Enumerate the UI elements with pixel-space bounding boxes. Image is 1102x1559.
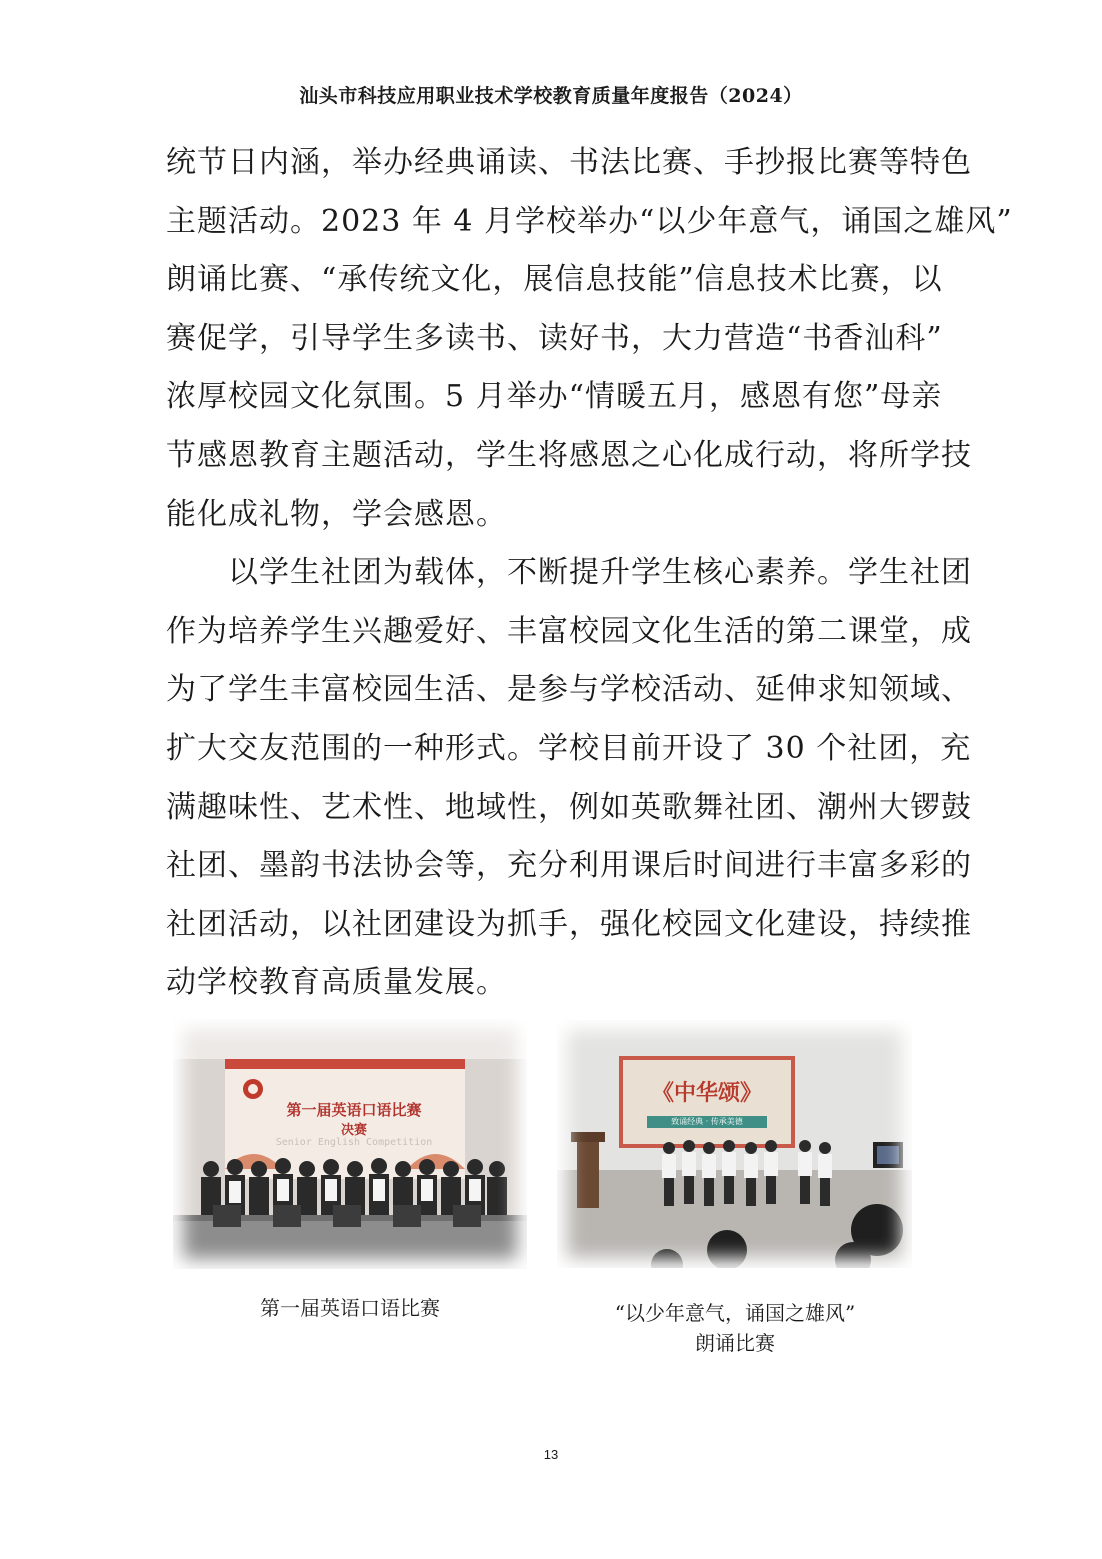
body-text xyxy=(166,134,1013,1013)
screen-english-title: Senior English Competition xyxy=(275,1137,433,1148)
english-competition-photo xyxy=(173,1019,527,1269)
text-line: 能化成礼物，学会感恩。 xyxy=(166,496,507,532)
paragraph-1 xyxy=(166,134,1013,544)
recitation-competition-photo-illustration xyxy=(557,1020,912,1268)
text-line: 动学校教育高质量发展。 xyxy=(166,965,507,1001)
text-line: 作为培养学生兴趣爱好、丰富校园文化生活的第二课堂，成 xyxy=(166,613,972,649)
text-line: 社团、墨韵书法协会等，充分利用课后时间进行丰富多彩的 xyxy=(166,848,972,884)
text-line: 统节日内涵，举办经典诵读、书法比赛、手抄报比赛等特色 xyxy=(166,145,972,180)
photo-caption-recitation-competition xyxy=(540,1298,930,1358)
screen-subtitle: 致诵经典 · 传承美德 xyxy=(671,1117,743,1126)
paragraph-2 xyxy=(166,544,972,1013)
text-line: 满趣味性、艺术性、地域性，例如英歌舞社团、潮州大锣鼓 xyxy=(166,789,972,825)
text-line: 扩大交友范围的一种形式。学校目前开设了 30 个社团，充 xyxy=(166,730,972,766)
text-line: 为了学生丰富校园生活、是参与学校活动、延伸求知领域、 xyxy=(166,672,972,708)
recitation-competition-photo xyxy=(557,1020,912,1268)
screen-title: 《中华颂》 xyxy=(651,1080,762,1106)
screen-subtitle: 决赛 xyxy=(340,1123,367,1138)
page-header-title: 汕头市科技应用职业技术学校教育质量年度报告（2024） xyxy=(299,85,803,107)
photo-caption-english-competition: 第一届英语口语比赛 xyxy=(260,1296,440,1320)
page-number: 13 xyxy=(543,1447,559,1462)
caption-line: “以少年意气，诵国之雄风” xyxy=(614,1301,856,1325)
caption-line: 朗诵比赛 xyxy=(695,1331,775,1355)
text-line: 社团活动，以社团建设为抓手，强化校园文化建设，持续推 xyxy=(166,906,972,942)
text-line: 赛促学，引导学生多读书、读好书，大力营造“书香汕科” xyxy=(166,320,943,356)
text-line: 主题活动。2023 年 4 月学校举办“以少年意气，诵国之雄风” xyxy=(166,203,1013,239)
text-line: 节感恩教育主题活动，学生将感恩之心化成行动，将所学技 xyxy=(166,437,972,473)
text-line: 朗诵比赛、“承传统文化，展信息技能”信息技术比赛，以 xyxy=(166,262,943,298)
text-line: 以学生社团为载体，不断提升学生核心素养。学生社团 xyxy=(228,555,972,591)
text-line: 浓厚校园文化氛围。5 月举办“情暖五月，感恩有您”母亲 xyxy=(166,379,943,415)
screen-title: 第一届英语口语比赛 xyxy=(286,1101,422,1119)
